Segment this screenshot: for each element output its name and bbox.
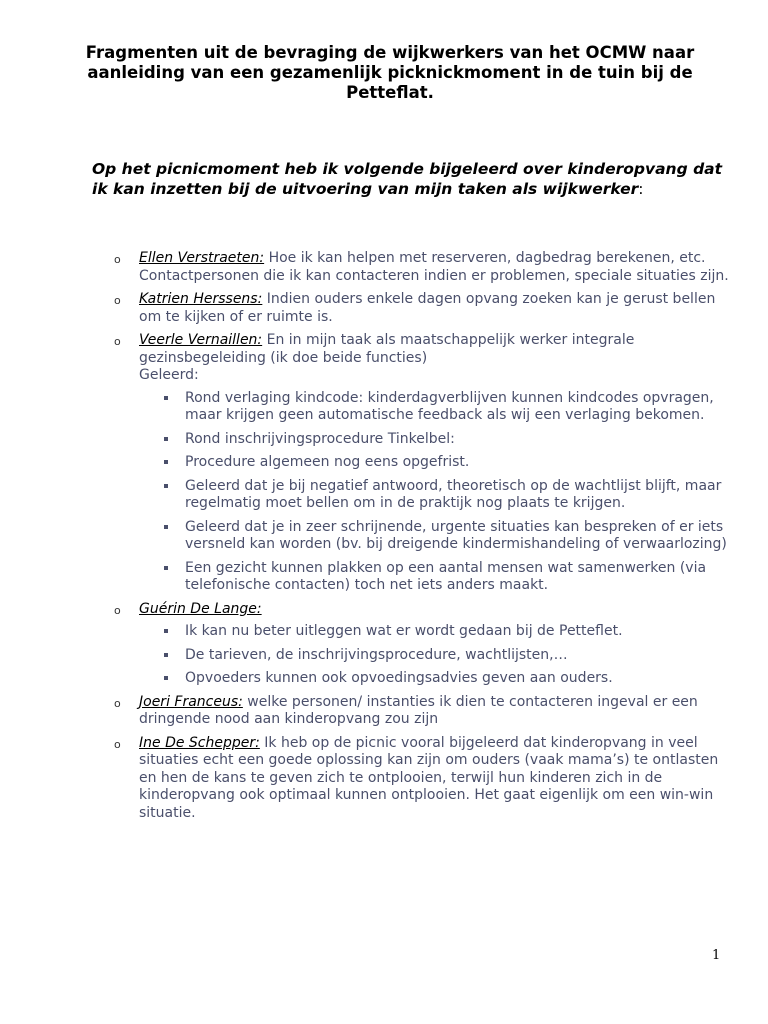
learned-point-text: Geleerd dat je in zeer schrijnende, urgente situaties kan bespreken of er iets versneld kan worden (bv. bij dreigende kindermishandeling of verwaarlozing) bbox=[185, 518, 727, 552]
learned-point bbox=[139, 390, 732, 425]
square-bullet-icon bbox=[164, 653, 168, 657]
learned-point-text: Een gezicht kunnen plakken op een aantal mensen wat samenwerken (via telefonische contacten) toch net iets anders maakt. bbox=[185, 559, 707, 593]
learned-points-list bbox=[139, 623, 732, 688]
learned-point bbox=[139, 454, 732, 472]
response-item bbox=[112, 332, 732, 595]
response-body bbox=[139, 694, 732, 729]
square-bullet-icon bbox=[164, 676, 168, 680]
learned-point bbox=[139, 431, 732, 449]
list-bullet-icon: o bbox=[114, 737, 121, 751]
learned-point bbox=[139, 519, 732, 554]
response-item bbox=[112, 694, 732, 729]
learned-point-text: Ik kan nu beter uitleggen wat er wordt gedaan bij de Petteflet. bbox=[185, 623, 623, 639]
list-bullet-icon: o bbox=[114, 294, 121, 307]
learned-point-text: Rond inschrijvingsprocedure Tinkelbel: bbox=[185, 430, 455, 447]
learned-point bbox=[139, 560, 732, 595]
respondent-name: Joeri Franceus: bbox=[139, 693, 243, 710]
square-bullet-icon bbox=[164, 437, 168, 441]
response-text: Indien ouders enkele dagen opvang zoeken kan je gerust bellen om te kijken of er ruimte is. bbox=[139, 291, 716, 325]
learned-point-text: Geleerd dat je bij negatief antwoord, theoretisch op de wachtlijst blijft, maar regelmatig moet bellen om in de praktijk nog plaats te krijgen. bbox=[185, 477, 722, 511]
learned-point bbox=[139, 670, 732, 688]
square-bullet-icon bbox=[164, 566, 168, 570]
square-bullet-icon bbox=[164, 396, 168, 400]
list-bullet-icon: o bbox=[114, 603, 121, 617]
response-item bbox=[112, 291, 732, 326]
response-text: welke personen/ instanties ik dien te contacteren ingeval er een dringende nood aan kinderopvang zou zijn bbox=[139, 693, 698, 727]
list-bullet-icon: o bbox=[114, 253, 121, 266]
section-heading-text: Op het picnicmoment heb ik volgende bijgeleerd over kinderopvang dat ik kan inzetten bij de uitvoering van mijn taken als wijkwerker bbox=[92, 160, 723, 198]
response-body bbox=[139, 332, 732, 385]
respondent-name: Ellen Verstraeten: bbox=[139, 250, 265, 266]
respondent-name: Ine De Schepper: bbox=[139, 734, 260, 751]
learned-point bbox=[139, 623, 732, 641]
response-body bbox=[139, 735, 732, 823]
learned-point bbox=[139, 478, 732, 513]
response-text: Hoe ik kan helpen met reserveren, dagbedrag berekenen, etc. Contactpersonen die ik kan contacteren indien er problemen, speciale situaties zijn. bbox=[139, 250, 729, 284]
learned-point-text: De tarieven, de inschrijvingsprocedure, wachtlijsten,… bbox=[185, 646, 568, 663]
learned-points-list bbox=[139, 390, 732, 595]
respondent-name: Guérin De Lange: bbox=[139, 600, 262, 617]
response-list bbox=[112, 250, 732, 828]
respondent-name: Veerle Vernaillen: bbox=[139, 332, 263, 348]
respondent-name: Katrien Herssens: bbox=[139, 291, 263, 307]
section-heading bbox=[92, 160, 732, 199]
response-body bbox=[139, 601, 732, 619]
learned-point-text: Procedure algemeen nog eens opgefrist. bbox=[185, 454, 470, 470]
response-item bbox=[112, 735, 732, 823]
response-item bbox=[112, 250, 732, 285]
square-bullet-icon bbox=[164, 460, 168, 464]
square-bullet-icon bbox=[164, 525, 168, 529]
page-number: 1 bbox=[712, 948, 721, 963]
learned-point-text: Rond verlaging kindcode: kinderdagverblijven kunnen kindcodes opvragen, maar krijgen geen automatische feedback als wij een verlaging bekomen. bbox=[185, 389, 714, 423]
response-body bbox=[139, 250, 732, 285]
list-bullet-icon: o bbox=[114, 696, 121, 710]
square-bullet-icon bbox=[164, 629, 168, 633]
list-bullet-icon: o bbox=[114, 335, 121, 348]
response-body bbox=[139, 291, 732, 326]
learned-point bbox=[139, 647, 732, 665]
learned-point-text: Opvoeders kunnen ook opvoedingsadvies geven aan ouders. bbox=[185, 670, 613, 686]
response-item bbox=[112, 601, 732, 688]
response-extra: Geleerd: bbox=[139, 367, 199, 383]
section-heading-colon: : bbox=[638, 179, 644, 198]
response-text: En in mijn taak als maatschappelijk werker integrale gezinsbegeleiding (ik doe beide functies) bbox=[139, 332, 635, 366]
square-bullet-icon bbox=[164, 484, 168, 488]
response-text: Ik heb op de picnic vooral bijgeleerd dat kinderopvang in veel situaties echt een goede oplossing kan zijn om ouders (vaak mama’s) te ontlasten en hen de kans te geven zich te ontplooien, terwijl hun kinderen zich in de kinderopvang ook optimaal kunnen ontplooien. Het gaat eigenlijk om een win-win situatie. bbox=[139, 734, 719, 821]
document-title: Fragmenten uit de bevraging de wijkwerkers van het OCMW naar aanleiding van een gezamenlijk picknickmoment in de tuin bij de Petteflat. bbox=[85, 43, 695, 102]
